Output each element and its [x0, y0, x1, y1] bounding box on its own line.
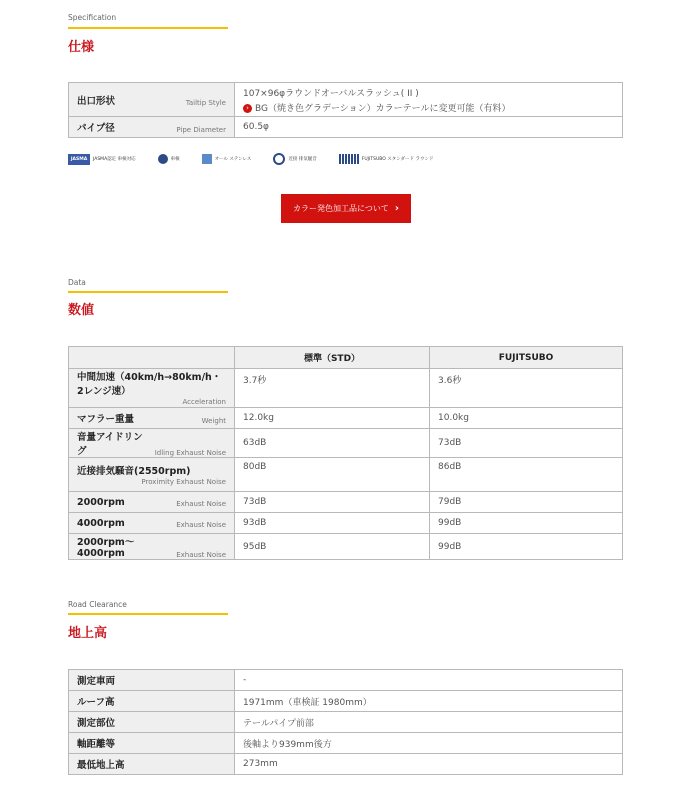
row-label: 最低地上高	[77, 760, 125, 771]
table-row	[69, 429, 623, 458]
row-label: 音量アイドリング	[77, 432, 143, 457]
certification-badges	[68, 153, 455, 165]
fujitsubo-value: 99dB	[430, 513, 623, 534]
row-label: 測定車両	[77, 676, 116, 687]
stainless-badge: オール ステンレス	[202, 154, 252, 164]
table-row	[69, 369, 623, 408]
row-label-en: Exhaust Noise	[176, 520, 226, 529]
table-row	[69, 408, 623, 429]
row-label-en: Idling Exhaust Noise	[154, 449, 226, 457]
data-table	[68, 346, 623, 560]
table-header-row	[69, 347, 623, 369]
stainless-logo-icon	[202, 154, 212, 164]
row-label: 4000rpm	[77, 517, 125, 529]
tailtip-option-link[interactable]: BG（焼き色グラデーション）カラーテールに変更可能（有料）	[255, 103, 511, 114]
std-value: 93dB	[235, 513, 430, 534]
column-header	[69, 347, 235, 369]
fujitsubo-value: 3.6秒	[430, 369, 623, 408]
fujitsubo-value: 99dB	[430, 534, 623, 560]
table-row	[69, 513, 623, 534]
spec-section-title: 仕様	[68, 40, 95, 55]
table-row	[69, 691, 623, 712]
std-value: 63dB	[235, 429, 430, 458]
data-underline	[68, 291, 228, 293]
row-label-en: Weight	[201, 417, 226, 425]
row-label: 出口形状	[77, 95, 116, 107]
table-row	[69, 670, 623, 691]
clearance-underline	[68, 613, 228, 615]
fujitsubo-value: 86dB	[430, 458, 623, 492]
circle-logo-icon	[158, 154, 168, 164]
row-value: テールパイプ前部	[235, 712, 623, 733]
row-label: 測定部位	[77, 718, 116, 729]
table-row	[69, 117, 623, 138]
color-processing-button-label: カラー発色加工品について	[293, 204, 389, 213]
ring-logo-icon	[273, 153, 285, 165]
row-value: 後軸より939mm後方	[235, 733, 623, 754]
jasma-badge: JASMA JASMA認定 車検対応	[68, 154, 136, 165]
proximity-noise-badge: 近接 排気騒音	[273, 153, 316, 165]
table-row	[69, 492, 623, 513]
row-label: 2000rpm〜4000rpm	[77, 537, 135, 559]
tailtip-value: 107×96φラウンドオーバルスラッシュ( II )	[243, 88, 419, 99]
row-value: -	[235, 670, 623, 691]
row-label-en: Proximity Exhaust Noise	[141, 477, 226, 486]
table-row	[69, 534, 623, 560]
row-label: 中間加速（40km/h→80km/h・2レンジ速）	[77, 372, 222, 397]
std-value: 73dB	[235, 492, 430, 513]
row-value: 1971mm（車検証 1980mm）	[235, 691, 623, 712]
table-row	[69, 733, 623, 754]
fujitsubo-value: 79dB	[430, 492, 623, 513]
data-section-title: 数値	[68, 303, 95, 318]
table-row	[69, 712, 623, 733]
table-row	[69, 83, 623, 117]
fujitsubo-logo-icon	[339, 154, 359, 164]
data-section-en: Data	[68, 278, 86, 287]
fujitsubo-value: 10.0kg	[430, 408, 623, 429]
color-processing-button[interactable]	[281, 194, 411, 223]
column-header-fujitsubo: FUJITSUBO	[430, 347, 623, 369]
clearance-table	[68, 669, 623, 775]
arrow-right-icon: ›	[243, 104, 252, 113]
row-label-en: Tailtip Style	[185, 98, 226, 107]
row-value: 273mm	[235, 754, 623, 775]
chevron-right-icon: ›	[394, 203, 399, 214]
column-header-std: 標準（STD）	[235, 347, 430, 369]
row-label: 2000rpm	[77, 496, 125, 508]
row-label: ルーフ高	[77, 697, 115, 708]
row-label: マフラー重量	[77, 414, 135, 425]
row-label-en: Acceleration	[182, 398, 226, 406]
std-value: 95dB	[235, 534, 430, 560]
std-value: 12.0kg	[235, 408, 430, 429]
row-label-en: Exhaust Noise	[176, 551, 226, 559]
fujitsubo-value: 73dB	[430, 429, 623, 458]
row-label: 軸距離等	[77, 739, 116, 750]
row-label-en: Pipe Diameter	[176, 126, 226, 134]
clearance-section-title: 地上高	[68, 626, 108, 641]
std-value: 80dB	[235, 458, 430, 492]
inspection-badge: 車検	[158, 154, 180, 164]
pipe-diameter-value: 60.5φ	[235, 117, 623, 138]
spec-table	[68, 82, 623, 138]
table-row	[69, 458, 623, 492]
spec-section-en: Specification	[68, 13, 117, 22]
row-label: 近接排気騒音(2550rpm)	[77, 465, 191, 477]
clearance-section-en: Road Clearance	[68, 600, 127, 609]
std-value: 3.7秒	[235, 369, 430, 408]
table-row	[69, 754, 623, 775]
row-label: パイプ径	[77, 123, 115, 134]
jasma-logo-icon: JASMA	[68, 154, 90, 165]
row-label-en: Exhaust Noise	[176, 499, 226, 508]
spec-underline	[68, 27, 228, 29]
fujitsubo-badge: FUJITSUBO スタンダード ラウンド	[339, 154, 434, 164]
